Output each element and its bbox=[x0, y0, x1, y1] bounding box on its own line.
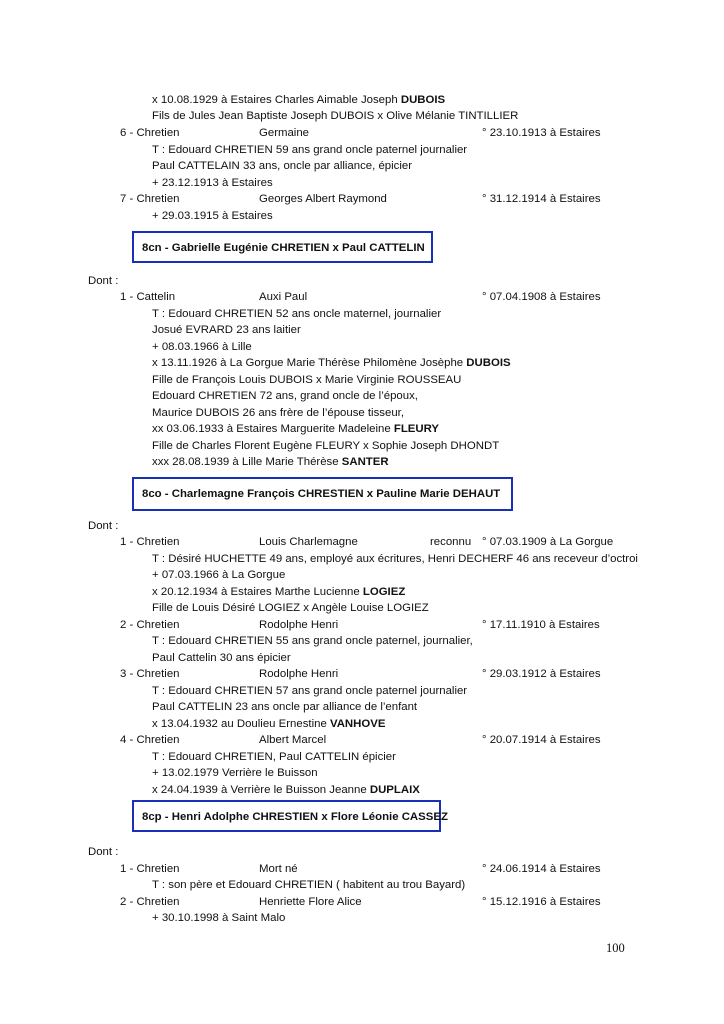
birth-date: ° 15.12.1916 à Estaires bbox=[482, 896, 601, 908]
child-name: Henriette Flore Alice bbox=[259, 896, 362, 908]
dont-label: Dont : bbox=[88, 275, 119, 287]
text-line: x 24.04.1939 à Verrière le Buisson Jeanne DUPLAIX bbox=[152, 784, 420, 796]
family-heading-box: 8cp - Henri Adolphe CHRESTIEN x Flore Léonie CASSEZ bbox=[132, 800, 441, 832]
child-name: Rodolphe Henri bbox=[259, 668, 339, 680]
text-line: Paul CATTELAIN 33 ans, oncle par alliance, épicier bbox=[152, 160, 413, 172]
text-line: Paul Cattelin 30 ans épicier bbox=[152, 652, 291, 664]
family-heading-box: 8co - Charlemagne François CHRESTIEN x Pauline Marie DEHAUT bbox=[132, 477, 513, 511]
text-line: Josué EVRARD 23 ans laitier bbox=[152, 324, 301, 336]
child-name: Albert Marcel bbox=[259, 734, 327, 746]
child-entry: 2 - Chretien bbox=[120, 619, 180, 631]
dont-label: Dont : bbox=[88, 520, 119, 532]
text-line: Fille de François Louis DUBOIS x Marie Virginie ROUSSEAU bbox=[152, 374, 462, 386]
child-entry: 7 - Chretien bbox=[120, 193, 180, 205]
birth-date: ° 31.12.1914 à Estaires bbox=[482, 193, 601, 205]
child-entry: 1 - Cattelin bbox=[120, 291, 176, 303]
text-line: + 13.02.1979 Verrière le Buisson bbox=[152, 767, 318, 779]
text-line: + 08.03.1966 à Lille bbox=[152, 341, 252, 353]
text-line: T : Edouard CHRETIEN 52 ans oncle maternel, journalier bbox=[152, 308, 442, 320]
text-line: + 29.03.1915 à Estaires bbox=[152, 210, 273, 222]
child-entry: 1 - Chretien bbox=[120, 863, 180, 875]
child-name: Mort né bbox=[259, 863, 298, 875]
child-entry: 4 - Chretien bbox=[120, 734, 180, 746]
text-line: x 13.04.1932 au Doulieu Ernestine VANHOVE bbox=[152, 718, 386, 730]
child-entry: 1 - Chretien bbox=[120, 536, 180, 548]
birth-date: ° 17.11.1910 à Estaires bbox=[482, 619, 600, 631]
birth-date: ° 24.06.1914 à Estaires bbox=[482, 863, 601, 875]
recognition-note: reconnu bbox=[430, 536, 472, 548]
child-name: Auxi Paul bbox=[259, 291, 308, 303]
text-line: xx 03.06.1933 à Estaires Marguerite Madeleine FLEURY bbox=[152, 423, 440, 435]
text-line: T : son père et Edouard CHRETIEN ( habitent au trou Bayard) bbox=[152, 879, 466, 891]
text-line: + 30.10.1998 à Saint Malo bbox=[152, 912, 286, 924]
text-line: T : Edouard CHRETIEN 57 ans grand oncle paternel journalier bbox=[152, 685, 468, 697]
family-heading-box: 8cn - Gabrielle Eugénie CHRETIEN x Paul CATTELIN bbox=[132, 231, 433, 263]
birth-date: ° 29.03.1912 à Estaires bbox=[482, 668, 601, 680]
text-line: T : Edouard CHRETIEN 59 ans grand oncle paternel journalier bbox=[152, 144, 468, 156]
birth-date: ° 23.10.1913 à Estaires bbox=[482, 127, 601, 139]
text-line: T : Désiré HUCHETTE 49 ans, employé aux écritures, Henri DECHERF 46 ans receveur d’octroi bbox=[152, 553, 638, 565]
text-line: Fils de Jules Jean Baptiste Joseph DUBOIS x Olive Mélanie TINTILLIER bbox=[152, 110, 519, 122]
text-line: T : Edouard CHRETIEN 55 ans grand oncle paternel, journalier, bbox=[152, 635, 473, 647]
text-line: x 20.12.1934 à Estaires Marthe Lucienne LOGIEZ bbox=[152, 586, 406, 598]
dont-label: Dont : bbox=[88, 846, 119, 858]
text-line: Fille de Charles Florent Eugène FLEURY x Sophie Joseph DHONDT bbox=[152, 440, 500, 452]
text-line: + 07.03.1966 à La Gorgue bbox=[152, 569, 286, 581]
birth-date: ° 07.03.1909 à La Gorgue bbox=[482, 536, 614, 548]
text-line: xxx 28.08.1939 à Lille Marie Thérèse SANTER bbox=[152, 456, 389, 468]
text-line: Maurice DUBOIS 26 ans frère de l’épouse tisseur, bbox=[152, 407, 404, 419]
child-entry: 3 - Chretien bbox=[120, 668, 180, 680]
birth-date: ° 20.07.1914 à Estaires bbox=[482, 734, 601, 746]
text-line: Edouard CHRETIEN 72 ans, grand oncle de l’époux, bbox=[152, 390, 418, 402]
child-entry: 2 - Chretien bbox=[120, 896, 180, 908]
text-line: x 10.08.1929 à Estaires Charles Aimable Joseph DUBOIS bbox=[152, 94, 446, 106]
text-line: Fille de Louis Désiré LOGIEZ x Angèle Louise LOGIEZ bbox=[152, 602, 429, 614]
page-number: 100 bbox=[606, 941, 625, 955]
child-name: Georges Albert Raymond bbox=[259, 193, 387, 205]
text-line: x 13.11.1926 à La Gorgue Marie Thérèse Philomène Josèphe DUBOIS bbox=[152, 357, 511, 369]
birth-date: ° 07.04.1908 à Estaires bbox=[482, 291, 601, 303]
child-name: Louis Charlemagne bbox=[259, 536, 358, 548]
child-name: Germaine bbox=[259, 127, 310, 139]
text-line: Paul CATTELIN 23 ans oncle par alliance de l’enfant bbox=[152, 701, 418, 713]
child-entry: 6 - Chretien bbox=[120, 127, 180, 139]
child-name: Rodolphe Henri bbox=[259, 619, 339, 631]
text-line: T : Edouard CHRETIEN, Paul CATTELIN épicier bbox=[152, 751, 396, 763]
text-line: + 23.12.1913 à Estaires bbox=[152, 177, 273, 189]
